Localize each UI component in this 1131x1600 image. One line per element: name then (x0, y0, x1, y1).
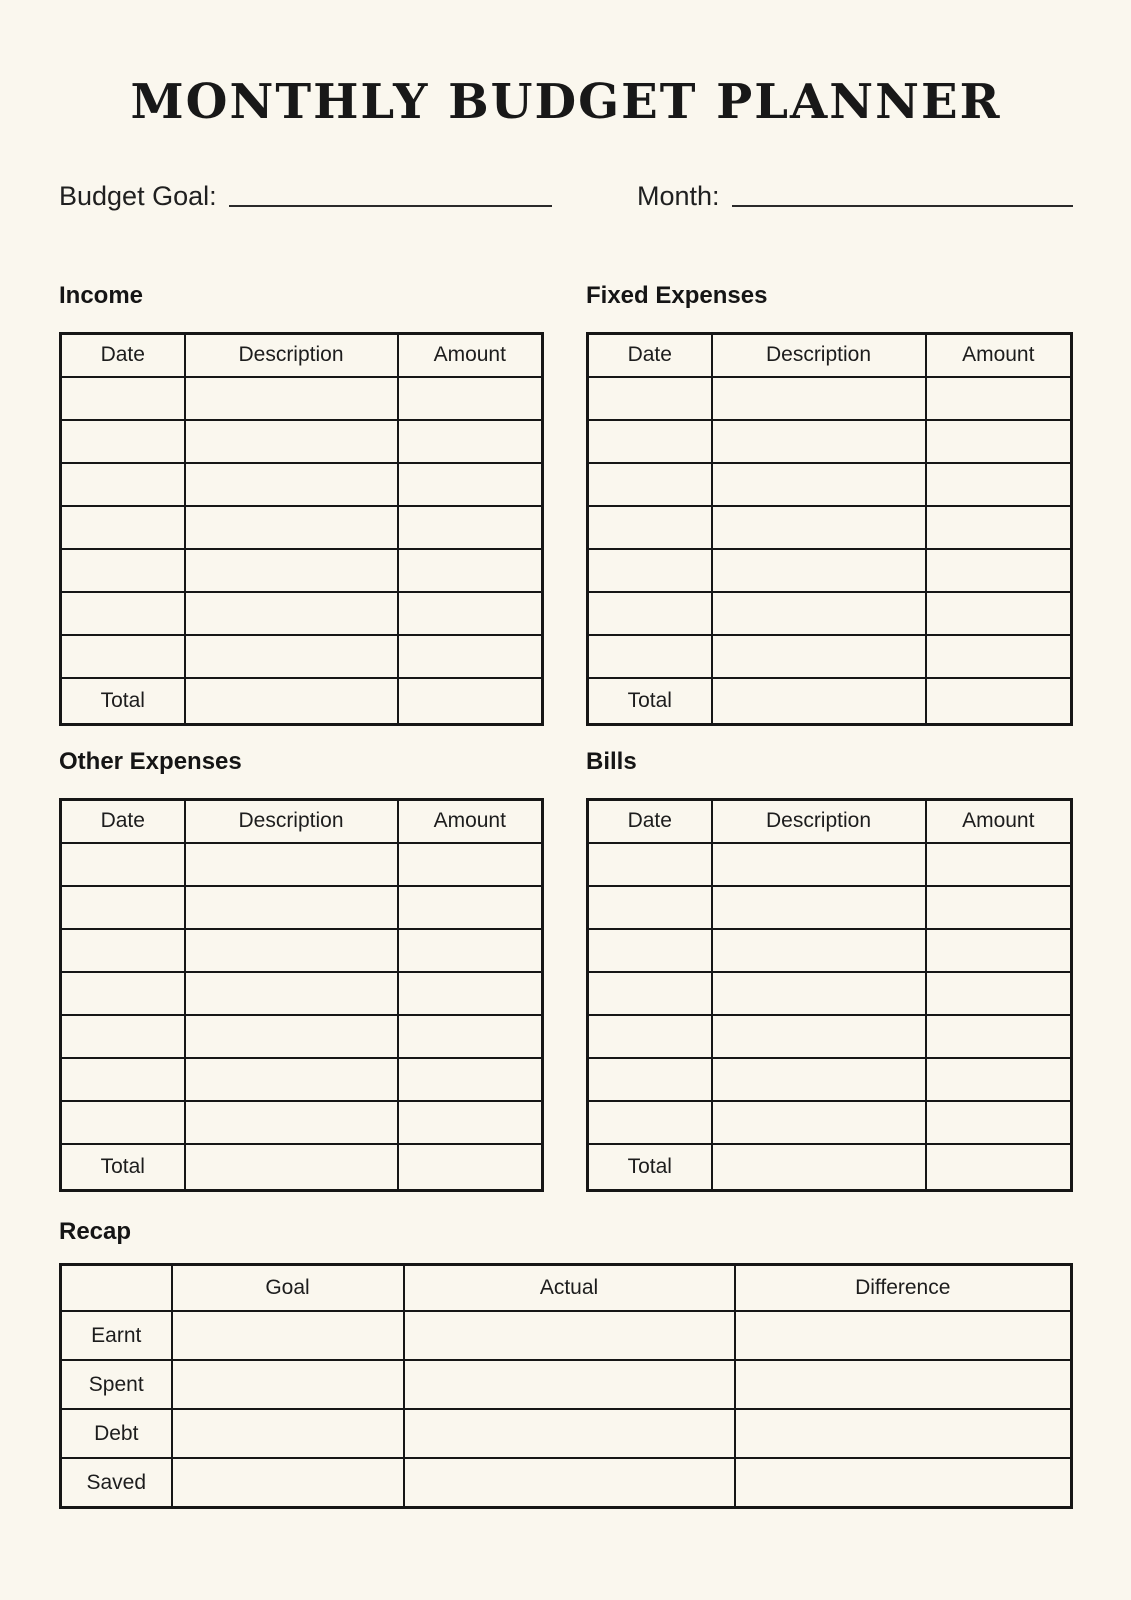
recap-value-cell[interactable] (172, 1360, 404, 1409)
empty-row (588, 592, 1072, 635)
empty-cell[interactable] (588, 1058, 712, 1101)
empty-cell[interactable] (712, 549, 926, 592)
column-header-amount: Amount (398, 799, 543, 843)
total-row (588, 1144, 1072, 1191)
empty-cell[interactable] (185, 420, 398, 463)
recap-row-label-spent: Spent (61, 1360, 172, 1409)
header-row (588, 333, 1072, 377)
empty-cell[interactable] (926, 1058, 1072, 1101)
empty-row (588, 377, 1072, 420)
section-title-recap: Recap (59, 1217, 132, 1245)
empty-row (61, 506, 543, 549)
empty-cell[interactable] (185, 886, 398, 929)
budget-goal-label: Budget Goal: (59, 181, 217, 211)
empty-cell[interactable] (398, 886, 543, 929)
empty-cell[interactable] (588, 420, 712, 463)
empty-cell[interactable] (61, 635, 185, 678)
empty-cell[interactable] (398, 463, 543, 506)
bills-section (586, 748, 1073, 1192)
empty-cell[interactable] (61, 420, 185, 463)
empty-cell[interactable] (926, 843, 1072, 886)
empty-row (588, 1015, 1072, 1058)
empty-cell[interactable] (588, 377, 712, 420)
column-header-amount: Amount (398, 333, 543, 377)
empty-row (61, 1058, 543, 1101)
column-header-description: Description (185, 333, 398, 377)
budget-goal-field (59, 180, 586, 212)
column-header-date: Date (588, 799, 712, 843)
empty-row (588, 929, 1072, 972)
other-expenses-section (59, 748, 544, 1192)
empty-cell[interactable] (926, 463, 1072, 506)
empty-cell[interactable] (712, 635, 926, 678)
recap-value-cell[interactable] (172, 1409, 404, 1458)
empty-cell[interactable] (185, 549, 398, 592)
empty-cell[interactable] (185, 843, 398, 886)
recap-row-earnt (61, 1311, 1072, 1360)
recap-value-cell[interactable] (735, 1458, 1072, 1508)
recap-row-label-debt: Debt (61, 1409, 172, 1458)
empty-cell[interactable] (926, 929, 1072, 972)
empty-cell[interactable] (398, 843, 543, 886)
empty-cell[interactable] (588, 592, 712, 635)
recap-section (59, 1218, 1073, 1510)
empty-cell[interactable] (185, 377, 398, 420)
empty-cell[interactable] (588, 506, 712, 549)
month-label: Month: (637, 181, 720, 211)
empty-cell[interactable] (398, 592, 543, 635)
empty-cell[interactable] (185, 929, 398, 972)
empty-cell[interactable] (588, 463, 712, 506)
recap-row-spent (61, 1360, 1072, 1409)
month-field (586, 180, 1073, 212)
empty-cell[interactable] (61, 592, 185, 635)
empty-cell[interactable] (926, 377, 1072, 420)
empty-cell[interactable] (185, 463, 398, 506)
empty-cell[interactable] (398, 420, 543, 463)
empty-row (588, 1058, 1072, 1101)
month-input-line[interactable] (732, 205, 1073, 207)
empty-cell[interactable] (61, 1058, 185, 1101)
empty-cell[interactable] (398, 506, 543, 549)
empty-row (588, 506, 1072, 549)
recap-value-cell[interactable] (404, 1458, 735, 1508)
recap-table (59, 1263, 1073, 1509)
empty-cell[interactable] (185, 506, 398, 549)
empty-cell[interactable] (588, 886, 712, 929)
empty-cell[interactable] (398, 929, 543, 972)
recap-value-cell[interactable] (404, 1409, 735, 1458)
empty-row (61, 843, 543, 886)
section-title-fixed-expenses: Fixed Expenses (586, 282, 768, 310)
total-row (61, 1144, 543, 1191)
empty-cell[interactable] (588, 635, 712, 678)
other-expenses-table (59, 798, 544, 1192)
column-header-amount: Amount (926, 333, 1072, 377)
column-header-description: Description (712, 799, 926, 843)
column-header-description: Description (712, 333, 926, 377)
page-title: MONTHLY BUDGET PLANNER (130, 74, 1002, 130)
empty-cell[interactable] (926, 506, 1072, 549)
empty-cell[interactable] (398, 972, 543, 1015)
empty-row (588, 886, 1072, 929)
empty-row (588, 420, 1072, 463)
empty-cell[interactable] (712, 463, 926, 506)
empty-cell[interactable] (926, 972, 1072, 1015)
empty-cell[interactable] (398, 1058, 543, 1101)
empty-cell[interactable] (712, 506, 926, 549)
section-title-bills: Bills (586, 747, 637, 775)
empty-cell[interactable] (712, 929, 926, 972)
empty-row (61, 1101, 543, 1144)
empty-row (61, 972, 543, 1015)
recap-row-debt (61, 1409, 1072, 1458)
empty-row (61, 463, 543, 506)
empty-cell[interactable] (61, 929, 185, 972)
empty-cell[interactable] (398, 377, 543, 420)
column-header-date: Date (61, 333, 185, 377)
empty-cell[interactable] (926, 635, 1072, 678)
empty-cell[interactable] (61, 843, 185, 886)
fixed-expenses-section (586, 282, 1073, 726)
empty-cell[interactable] (712, 972, 926, 1015)
empty-cell[interactable] (398, 1015, 543, 1058)
recap-row-saved (61, 1458, 1072, 1508)
empty-cell[interactable] (926, 420, 1072, 463)
total-row (61, 678, 543, 725)
empty-row (61, 549, 543, 592)
total-description-cell[interactable] (712, 678, 926, 725)
recap-value-cell[interactable] (404, 1360, 735, 1409)
empty-cell[interactable] (926, 549, 1072, 592)
empty-cell[interactable] (185, 1015, 398, 1058)
recap-value-cell[interactable] (735, 1311, 1072, 1360)
empty-cell[interactable] (398, 549, 543, 592)
empty-cell[interactable] (712, 843, 926, 886)
empty-row (61, 420, 543, 463)
empty-row (588, 635, 1072, 678)
total-label: Total (61, 678, 185, 725)
empty-cell[interactable] (61, 886, 185, 929)
empty-cell[interactable] (61, 972, 185, 1015)
header-row (61, 333, 543, 377)
empty-cell[interactable] (61, 506, 185, 549)
total-amount-cell[interactable] (398, 1144, 543, 1191)
empty-cell[interactable] (712, 377, 926, 420)
empty-row (61, 929, 543, 972)
empty-cell[interactable] (185, 592, 398, 635)
empty-cell[interactable] (588, 843, 712, 886)
budget-goal-input-line[interactable] (229, 205, 552, 207)
header-row (61, 799, 543, 843)
total-description-cell[interactable] (185, 678, 398, 725)
recap-column-difference: Difference (735, 1265, 1072, 1312)
recap-column-actual: Actual (404, 1265, 735, 1312)
total-label: Total (588, 1144, 712, 1191)
empty-cell[interactable] (712, 592, 926, 635)
recap-value-cell[interactable] (172, 1458, 404, 1508)
column-header-date: Date (588, 333, 712, 377)
empty-cell[interactable] (185, 972, 398, 1015)
column-header-amount: Amount (926, 799, 1072, 843)
column-header-date: Date (61, 799, 185, 843)
empty-cell[interactable] (61, 1101, 185, 1144)
empty-cell[interactable] (588, 1015, 712, 1058)
empty-cell[interactable] (185, 1058, 398, 1101)
total-amount-cell[interactable] (926, 1144, 1072, 1191)
empty-cell[interactable] (61, 1015, 185, 1058)
empty-row (61, 886, 543, 929)
recap-row-label-saved: Saved (61, 1458, 172, 1508)
recap-value-cell[interactable] (172, 1311, 404, 1360)
recap-value-cell[interactable] (404, 1311, 735, 1360)
empty-row (588, 463, 1072, 506)
empty-row (61, 1015, 543, 1058)
empty-cell[interactable] (398, 1101, 543, 1144)
total-label: Total (61, 1144, 185, 1191)
total-amount-cell[interactable] (926, 678, 1072, 725)
income-table (59, 332, 544, 726)
recap-column-goal: Goal (172, 1265, 404, 1312)
total-row (588, 678, 1072, 725)
empty-cell[interactable] (61, 463, 185, 506)
bills-table (586, 798, 1073, 1192)
recap-header-row (61, 1265, 1072, 1312)
empty-row (588, 549, 1072, 592)
recap-value-cell[interactable] (735, 1360, 1072, 1409)
header-row (588, 799, 1072, 843)
empty-cell[interactable] (926, 1101, 1072, 1144)
empty-row (61, 635, 543, 678)
total-label: Total (588, 678, 712, 725)
fields-row (59, 180, 1073, 212)
empty-cell[interactable] (398, 635, 543, 678)
total-description-cell[interactable] (185, 1144, 398, 1191)
empty-cell[interactable] (712, 420, 926, 463)
empty-cell[interactable] (185, 635, 398, 678)
recap-row-label-earnt: Earnt (61, 1311, 172, 1360)
fixed-expenses-table (586, 332, 1073, 726)
empty-cell[interactable] (926, 592, 1072, 635)
empty-cell[interactable] (61, 377, 185, 420)
empty-cell[interactable] (712, 886, 926, 929)
budget-tables-grid (59, 282, 1073, 1191)
empty-cell[interactable] (926, 886, 1072, 929)
empty-cell[interactable] (588, 972, 712, 1015)
empty-cell[interactable] (712, 1058, 926, 1101)
empty-cell[interactable] (926, 1015, 1072, 1058)
section-title-other-expenses: Other Expenses (59, 747, 242, 775)
empty-row (61, 377, 543, 420)
empty-cell[interactable] (185, 1101, 398, 1144)
empty-row (61, 592, 543, 635)
empty-row (588, 972, 1072, 1015)
recap-value-cell[interactable] (735, 1409, 1072, 1458)
empty-cell[interactable] (588, 929, 712, 972)
empty-cell[interactable] (712, 1015, 926, 1058)
total-description-cell[interactable] (712, 1144, 926, 1191)
total-amount-cell[interactable] (398, 678, 543, 725)
empty-cell[interactable] (61, 549, 185, 592)
empty-row (588, 843, 1072, 886)
column-header-description: Description (185, 799, 398, 843)
empty-cell[interactable] (712, 1101, 926, 1144)
recap-corner-cell (61, 1265, 172, 1312)
section-title-income: Income (59, 282, 144, 310)
empty-cell[interactable] (588, 1101, 712, 1144)
empty-row (588, 1101, 1072, 1144)
empty-cell[interactable] (588, 549, 712, 592)
income-section (59, 282, 544, 726)
